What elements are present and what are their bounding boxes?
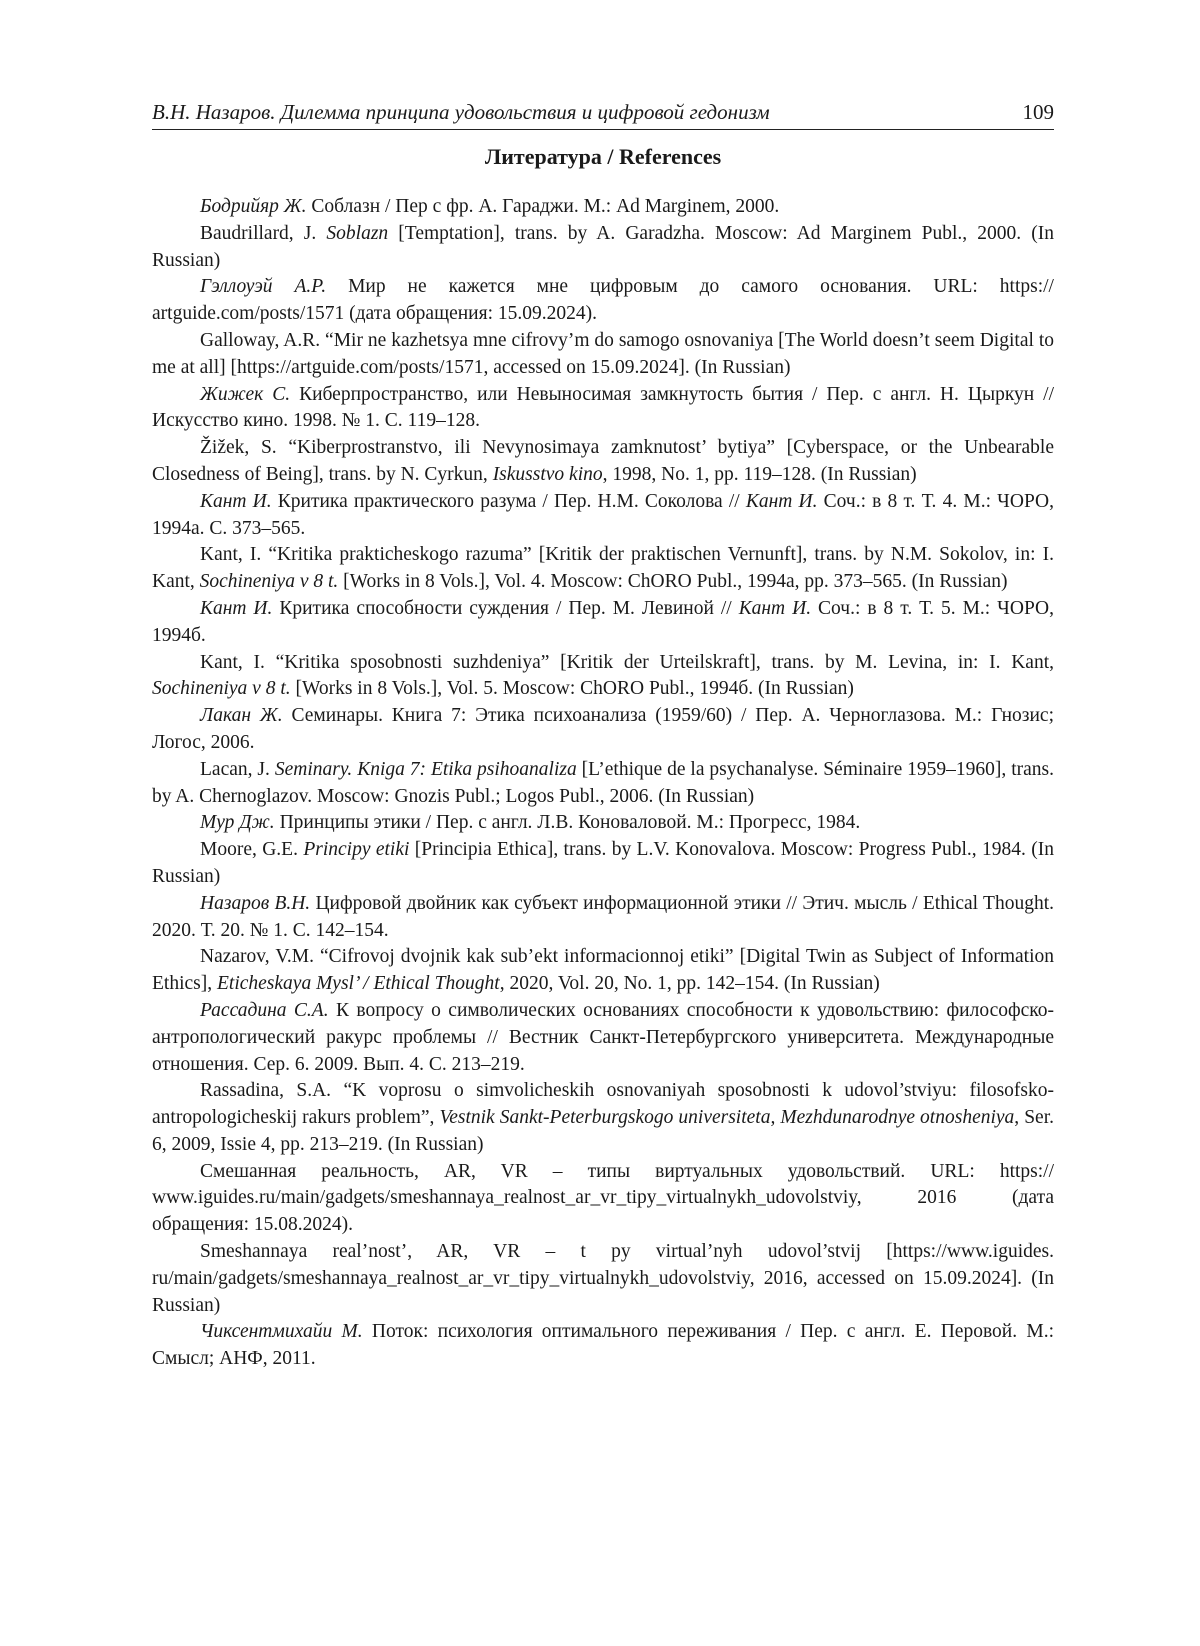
reference-segment: Kant, I. “Kritika sposobnosti suzhdeniya” [Kritik der Urteilskraft], trans. by M. Levina, in: I. Kant,	[200, 651, 1054, 673]
reference-segment: Smeshannaya real’nost’, AR, VR – t py virtual’nyh udovol’stvij [https://www.iguides. ru/main/gadgets/smeshannaya_realnost_ar_vr_tipy_virtualnykh_udovolstviy, 2016, accessed on 15.09.2024]. (In Russian)	[152, 1241, 1054, 1316]
reference-italic-segment: Гэллоуэй А.Р.	[200, 276, 327, 298]
journal-page	[152, 100, 1054, 1373]
reference-italic-segment: Sochineniya v 8 t.	[152, 678, 291, 700]
reference-italic-segment: Soblazn	[326, 222, 389, 244]
reference-italic-segment: Мур Дж.	[200, 812, 275, 834]
reference-segment: Мир не кажется мне цифровым до самого основания. URL: https:// artguide.com/posts/1571 (дата обращения: 15.09.2024).	[152, 276, 1054, 325]
reference-italic-segment: Рассадина С.А.	[200, 999, 329, 1021]
reference-entry	[152, 757, 1054, 811]
reference-segment: Nazarov, V.M. “Cifrovoj dvojnik kak sub’ekt informacionnoj etiki” [Digital Twin as Subject of Information Ethics],	[152, 946, 1054, 995]
reference-segment: Kant, I. “Kritika prakticheskogo razuma” [Kritik der praktischen Vernunft], trans. by N.M. Sokolov, in: I. Kant,	[152, 544, 1054, 593]
reference-segment: Критика способности суждения / Пер. М. Левиной //	[272, 597, 739, 619]
reference-entry	[152, 1319, 1054, 1373]
reference-segment: , 2020, Vol. 20, No. 1, pp. 142–154. (In Russian)	[499, 973, 880, 995]
reference-entry	[152, 837, 1054, 891]
reference-entry	[152, 703, 1054, 757]
reference-italic-segment: Кант И.	[745, 490, 818, 512]
reference-entry	[152, 221, 1054, 275]
reference-italic-segment: Жижек С.	[200, 383, 291, 405]
reference-segment: [Principia Ethica], trans. by L.V. Konovalova. Moscow: Progress Publ., 1984. (In Russian)	[152, 839, 1054, 887]
reference-segment: Киберпространство, или Невыносимая замкнутость бытия / Пер. с англ. Н. Цыркун // Искусство кино. 1998. № 1. С. 119–128.	[152, 383, 1054, 432]
reference-entry	[152, 382, 1054, 436]
reference-entry	[152, 489, 1054, 543]
reference-italic-segment: Кант И.	[738, 597, 812, 619]
reference-segment: Поток: психология оптимального переживания / Пер. с англ. Е. Перовой. М.: Смысл; АНФ, 2011.	[152, 1321, 1054, 1370]
reference-entry	[152, 891, 1054, 945]
reference-entry	[152, 328, 1054, 382]
reference-segment: Baudrillard, J.	[200, 222, 327, 244]
reference-entry	[152, 944, 1054, 998]
reference-italic-segment: Бодрийяр Ж.	[200, 196, 307, 217]
reference-entry	[152, 650, 1054, 704]
reference-italic-segment: Кант И.	[200, 490, 272, 512]
reference-segment: [Works in 8 Vols.], Vol. 4. Moscow: ChORO Publ., 1994a, pp. 373–565. (In Russian)	[338, 571, 1008, 593]
reference-segment: Цифровой двойник как субъект информационной этики // Этич. мысль / Ethical Thought. 2020. Т. 20. № 1. С. 142–154.	[152, 892, 1054, 941]
references-heading: Литература / References	[484, 144, 722, 169]
reference-segment: Смешанная реальность, AR, VR – типы виртуальных удовольствий. URL: https:// www.iguides.ru/main/gadgets/smeshannaya_realnost_ar_vr_tipy_virtualnykh_udovolstviy, 2016 (дата обращения: 15.08.2024).	[152, 1160, 1054, 1236]
reference-segment: [L’ethique de la psychanalyse. Séminaire 1959–1960], trans. by A. Chernoglazov. Moscow: Gnozis Publ.; Logos Publ., 2006. (In Russian)	[152, 758, 1054, 807]
reference-entry	[152, 194, 1054, 221]
reference-italic-segment: Лакан Ж.	[200, 705, 283, 727]
reference-italic-segment: Vestnik Sankt-Peterburgskogo universiteta, Mezhdunarodnye otnosheniya	[439, 1107, 1015, 1129]
reference-entry	[152, 1159, 1054, 1239]
reference-segment: Galloway, A.R. “Mir ne kazhetsya mne cifrovy’m do samogo osnovaniya [The World doesn’t seem Digital to me at all] [https://artguide.com/posts/1571, accessed on 15.09.2024]. (In Russian)	[152, 329, 1054, 378]
reference-segment: К вопросу о символических основаниях способности к удовольствию: философско-антропологический ракурс проблемы // Вестник Санкт-Петербургского университета. Международные отношения. Сер. 6. 2009. Вып. 4. С. 213–219.	[152, 999, 1054, 1075]
reference-entry	[152, 274, 1054, 328]
reference-entry	[152, 542, 1054, 596]
reference-segment: Moore, G.E.	[200, 839, 304, 861]
reference-segment: Соч.: в 8 т. Т. 5. М.: ЧОРО, 1994б.	[152, 597, 1054, 646]
reference-entry	[152, 435, 1054, 489]
reference-segment: , Ser. 6, 2009, Issie 4, pp. 213–219. (In Russian)	[152, 1107, 1054, 1155]
reference-italic-segment: Sochineniya v 8 t.	[199, 571, 339, 593]
reference-segment: [Temptation], trans. by A. Garadzha. Moscow: Ad Marginem Publ., 2000. (In Russian)	[152, 222, 1054, 271]
reference-segment: Принципы этики / Пер. с англ. Л.В. Коноваловой. М.: Прогресс, 1984.	[274, 812, 861, 834]
reference-italic-segment: Iskusstvo kino	[492, 463, 603, 485]
reference-segment: Критика практического разума / Пер. Н.М. Соколова //	[271, 490, 746, 512]
running-title: В.Н. Назаров. Дилемма принципа удовольствия и цифровой гедонизм	[152, 100, 770, 124]
running-header	[152, 100, 1054, 130]
reference-entry	[152, 1078, 1054, 1158]
reference-entry	[152, 810, 1054, 837]
reference-entry	[152, 1239, 1054, 1319]
reference-segment: Соблазн / Пер с фр. А. Гараджи. М.: Ad Marginem, 2000.	[306, 196, 780, 217]
reference-italic-segment: Чиксентмихайи М.	[200, 1321, 363, 1343]
page-number: 109	[1022, 100, 1054, 124]
reference-entry	[152, 596, 1054, 650]
reference-segment: Rassadina, S.A. “K voprosu o simvolicheskih osnovaniyah sposobnosti k udovol’stviyu: filosofsko-antropologicheskij rakurs problem”,	[152, 1080, 1054, 1129]
reference-italic-segment: Seminary. Kniga 7: Etika psihoanaliza	[274, 758, 577, 780]
reference-italic-segment: Назаров В.Н.	[200, 892, 311, 914]
reference-italic-segment: Eticheskaya Mysl’ / Ethical Thought	[216, 973, 500, 995]
reference-segment: Семинары. Книга 7: Этика психоанализа (1959/60) / Пер. А. Черноглазова. М.: Гнозис; Логос, 2006.	[152, 705, 1054, 753]
reference-entry	[152, 998, 1054, 1078]
reference-italic-segment: Principy etiki	[303, 839, 410, 861]
reference-segment: Соч.: в 8 т. Т. 4. М.: ЧОРО, 1994а. С. 373–565.	[152, 490, 1054, 539]
reference-segment: Lacan, J.	[200, 758, 275, 780]
reference-segment: Žižek, S. “Kiberprostranstvo, ili Nevynosimaya zamknutost’ bytiya” [Cyberspace, or the Unbearable Closedness of Being], trans. by N. Cyrkun,	[152, 437, 1054, 485]
reference-italic-segment: Кант И.	[200, 597, 273, 619]
reference-segment: , 1998, No. 1, pp. 119–128. (In Russian)	[602, 463, 917, 485]
reference-segment: [Works in 8 Vols.], Vol. 5. Moscow: ChORO Publ., 1994б. (In Russian)	[290, 678, 854, 700]
reference-list	[152, 194, 1054, 1373]
